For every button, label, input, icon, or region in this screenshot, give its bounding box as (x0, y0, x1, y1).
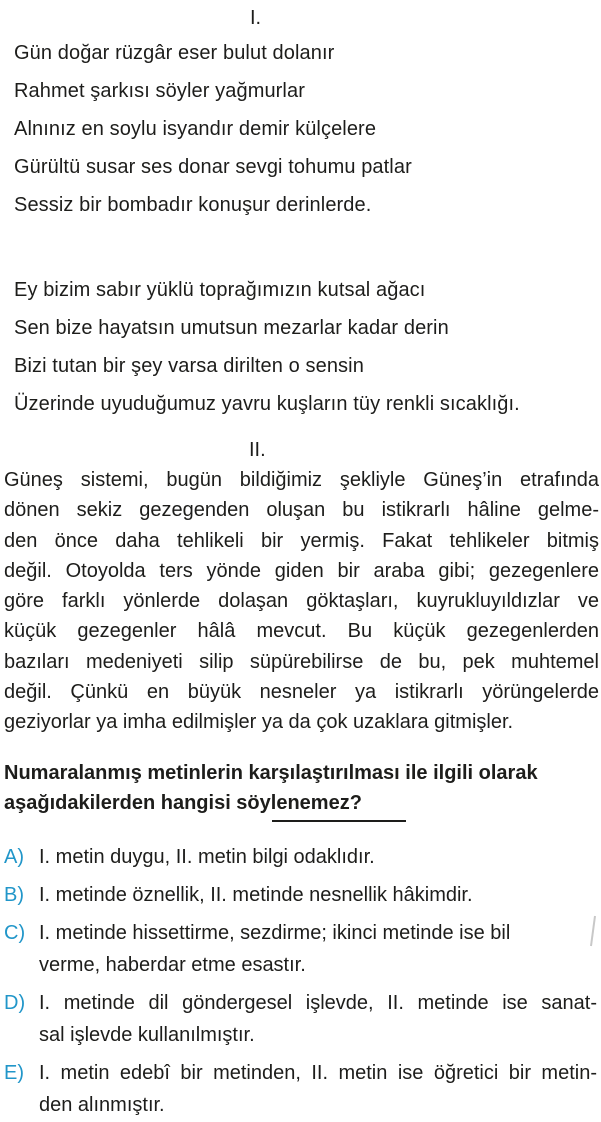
option-line: verme, haberdar etme esastır. (39, 954, 306, 976)
option-letter: C) (4, 922, 26, 944)
poem-line: Ey bizim sabır yüklü toprağımızın kutsal ağacı (14, 279, 426, 301)
poem-line: Rahmet şarkısı söyler yağmurlar (14, 80, 305, 102)
prose-line: den önce daha tehlikeli bir yermiş. Fakat tehlikeler bitmiş (4, 529, 599, 552)
prose-line: bazıları medeniyeti silip süpürebilirse de bu, pek muhtemel (4, 650, 599, 673)
prose-line: değil. Otoyolda ters yönde giden bir araba gibi; gezegenlere (4, 559, 599, 582)
section-one-label: I. (250, 7, 262, 29)
section-two-label: II. (249, 439, 266, 461)
poem-line: Gün doğar rüzgâr eser bulut dolanır (14, 42, 335, 64)
option-text (39, 880, 597, 912)
option-text (39, 842, 597, 874)
option-letter: D) (4, 992, 26, 1014)
question-underline (272, 820, 406, 822)
option-text (39, 1058, 597, 1122)
question-line: aşağıdakilerden hangisi söylenemez? (4, 792, 362, 814)
poem-line: Sen bize hayatsın umutsun mezarlar kadar derin (14, 317, 449, 339)
option-line: den alınmıştır. (39, 1094, 165, 1116)
option-line: I. metin edebî bir metinden, II. metin ise öğretici bir metin- (39, 1062, 597, 1084)
question-stem (4, 758, 600, 818)
poem-stanza-two (14, 271, 520, 423)
option-line: I. metin duygu, II. metin bilgi odaklıdır. (39, 846, 375, 868)
prose-line: dönen sekiz gezegenden oluşan bu istikrarlı hâline gelme- (4, 499, 599, 522)
option-letter: B) (4, 884, 24, 906)
option-letter: A) (4, 846, 24, 868)
option-text (39, 988, 597, 1052)
option-text (39, 918, 597, 982)
scan-artifact (590, 914, 596, 948)
option-line: I. metinde dil göndergesel işlevde, II. metinde ise sanat- (39, 992, 597, 1014)
poem-line: Gürültü susar ses donar sevgi tohumu patlar (14, 156, 412, 178)
option-line: sal işlevde kullanılmıştır. (39, 1024, 255, 1046)
prose-line: Güneş sistemi, bugün bildiğimiz şekliyle Güneş’in etrafında (4, 469, 599, 491)
option-line: I. metinde hissettirme, sezdirme; ikinci metinde ise bil (39, 922, 511, 944)
option-line: I. metinde öznellik, II. metinde nesnellik hâkimdir. (39, 884, 473, 906)
poem-stanza-one (14, 34, 412, 224)
prose-line: küçük gezegenler hâlâ mevcut. Bu küçük gezegenlerden (4, 620, 599, 643)
prose-line: geziyorlar ya imha edilmişler ya da çok uzaklara gitmişler. (4, 711, 514, 734)
poem-line: Sessiz bir bombadır konuşur derinlerde. (14, 194, 372, 216)
prose-line: göre farklı yönlerde dolaşan göktaşları, kuyrukluyıldızlar ve (4, 590, 599, 613)
poem-line: Alnınız en soylu isyandır demir külçelere (14, 118, 377, 140)
question-line: Numaralanmış metinlerin karşılaştırılması ile ilgili olarak (4, 762, 538, 784)
option-letter: E) (4, 1062, 24, 1084)
poem-line: Bizi tutan bir şey varsa dirilten o sensin (14, 355, 364, 377)
prose-line: değil. Çünkü en büyük nesneler ya istikrarlı yörüngelerde (4, 681, 599, 704)
poem-line: Üzerinde uyuduğumuz yavru kuşların tüy renkli sıcaklığı. (14, 393, 520, 415)
prose-paragraph (4, 465, 599, 738)
